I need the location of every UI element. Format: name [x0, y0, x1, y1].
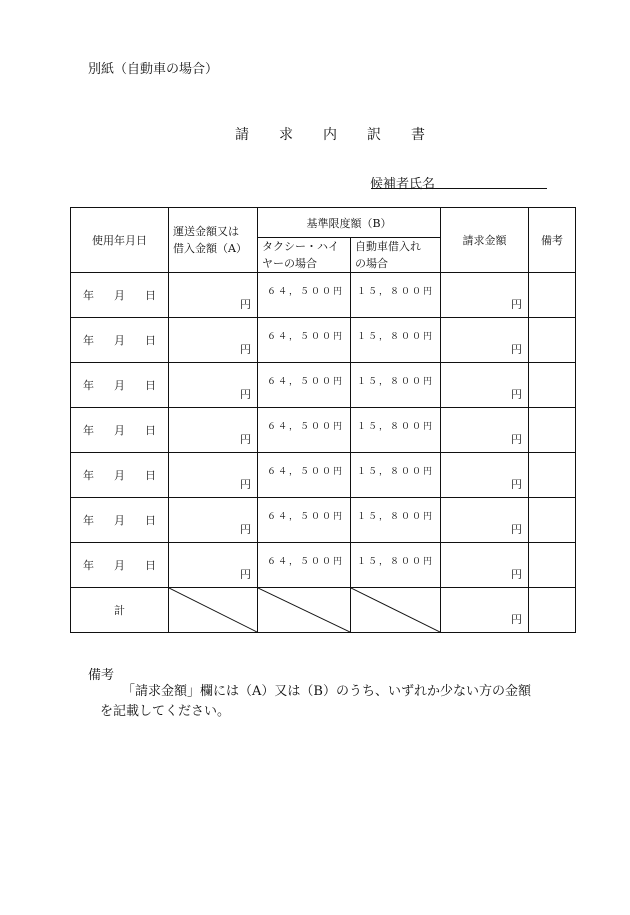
car-limit-cell: １５，８００円	[351, 498, 441, 543]
date-cell: 年 月 日	[71, 273, 169, 318]
table-row	[71, 498, 576, 543]
header-limit-amount: 基準限度額（B）	[258, 208, 441, 238]
remarks-cell	[529, 543, 576, 588]
header-remarks: 備考	[529, 208, 576, 273]
remarks-cell	[529, 318, 576, 363]
transport-amount-cell: 円	[169, 318, 258, 363]
table-row	[71, 453, 576, 498]
total-remarks-cell	[529, 588, 576, 633]
car-limit-cell: １５，８００円	[351, 363, 441, 408]
claim-breakdown-table	[70, 207, 576, 633]
remarks-cell	[529, 408, 576, 453]
total-label: 計	[71, 588, 169, 633]
taxi-limit-cell: ６４，５００円	[258, 498, 351, 543]
claim-amount-cell: 円	[441, 453, 529, 498]
table-row	[71, 543, 576, 588]
crossed-out-cell	[351, 588, 441, 633]
car-limit-cell: １５，８００円	[351, 273, 441, 318]
attachment-label: 別紙（自動車の場合）	[88, 62, 219, 77]
taxi-limit-cell: ６４，５００円	[258, 453, 351, 498]
claim-amount-cell: 円	[441, 273, 529, 318]
date-cell: 年 月 日	[71, 543, 169, 588]
header-taxi: タクシー・ハイ ヤーの場合	[258, 238, 351, 273]
date-cell: 年 月 日	[71, 498, 169, 543]
candidate-name-label: 候補者氏名	[370, 177, 436, 192]
notes-title: 備考	[88, 668, 115, 683]
table-row	[71, 408, 576, 453]
table-row	[71, 318, 576, 363]
taxi-limit-cell: ６４，５００円	[258, 408, 351, 453]
car-limit-cell: １５，８００円	[351, 318, 441, 363]
document-title: 請求内訳書	[235, 127, 455, 143]
transport-amount-cell: 円	[169, 453, 258, 498]
claim-amount-cell: 円	[441, 498, 529, 543]
claim-amount-cell: 円	[441, 408, 529, 453]
total-claim-cell: 円	[441, 588, 529, 633]
taxi-limit-cell: ６４，５００円	[258, 273, 351, 318]
remarks-cell	[529, 453, 576, 498]
transport-amount-cell: 円	[169, 363, 258, 408]
date-cell: 年 月 日	[71, 453, 169, 498]
header-car-rental: 自動車借入れ の場合	[351, 238, 441, 273]
crossed-out-cell	[258, 588, 351, 633]
notes-body: 「請求金額」欄には（A）又は（B）のうち、いずれか少ない方の金額を記載してください。	[100, 684, 531, 719]
claim-amount-cell: 円	[441, 363, 529, 408]
header-date: 使用年月日	[71, 208, 169, 273]
taxi-limit-cell: ６４，５００円	[258, 318, 351, 363]
crossed-out-cell	[169, 588, 258, 633]
date-cell: 年 月 日	[71, 408, 169, 453]
taxi-limit-cell: ６４，５００円	[258, 543, 351, 588]
claim-amount-cell: 円	[441, 543, 529, 588]
header-transport-amount: 運送金額又は 借入金額（A）	[169, 208, 258, 273]
car-limit-cell: １５，８００円	[351, 453, 441, 498]
taxi-limit-cell: ６４，５００円	[258, 363, 351, 408]
transport-amount-cell: 円	[169, 543, 258, 588]
table-row	[71, 363, 576, 408]
table-row	[71, 273, 576, 318]
transport-amount-cell: 円	[169, 408, 258, 453]
car-limit-cell: １５，８００円	[351, 543, 441, 588]
transport-amount-cell: 円	[169, 498, 258, 543]
total-row	[71, 588, 576, 633]
remarks-cell	[529, 498, 576, 543]
remarks-cell	[529, 363, 576, 408]
date-cell: 年 月 日	[71, 363, 169, 408]
header-claim-amount: 請求金額	[441, 208, 529, 273]
date-cell: 年 月 日	[71, 318, 169, 363]
car-limit-cell: １５，８００円	[351, 408, 441, 453]
claim-amount-cell: 円	[441, 318, 529, 363]
remarks-cell	[529, 273, 576, 318]
transport-amount-cell: 円	[169, 273, 258, 318]
candidate-name-line	[371, 188, 547, 189]
